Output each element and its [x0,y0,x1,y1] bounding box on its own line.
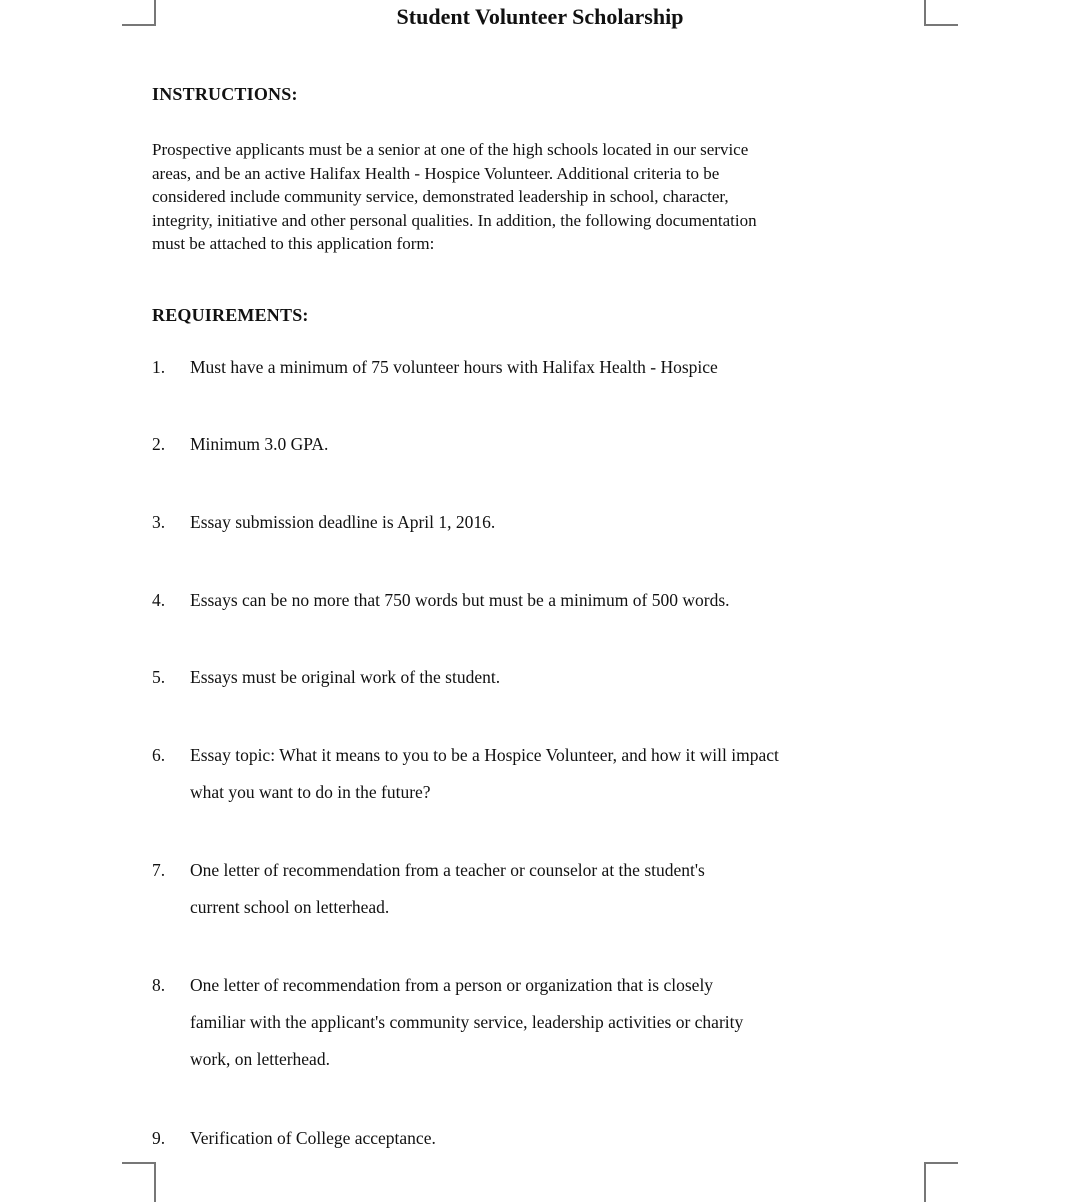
requirement-number: 8. [152,975,166,995]
requirement-number: 5. [152,667,166,687]
crop-mark-bottom-left [122,1162,156,1202]
requirement-text: Essay submission deadline is April 1, 2016. [190,512,496,532]
requirement-number: 7. [152,860,166,880]
requirement-text: work, on letterhead. [190,1049,330,1069]
requirement-number: 2. [152,434,166,454]
requirement-text: current school on letterhead. [190,897,390,917]
requirement-text: what you want to do in the future? [190,782,431,802]
instructions-line: considered include community service, demonstrated leadership in school, character, [152,187,729,206]
document-title: Student Volunteer Scholarship [396,4,684,29]
requirement-number: 6. [152,745,166,765]
requirement-text: Minimum 3.0 GPA. [190,434,329,454]
requirement-text: Must have a minimum of 75 volunteer hours with Halifax Health - Hospice [190,357,718,377]
requirement-number: 9. [152,1128,166,1148]
crop-mark-bottom-right [924,1162,958,1202]
requirement-text: One letter of recommendation from a person or organization that is closely [190,975,714,995]
requirement-text: Essays can be no more that 750 words but must be a minimum of 500 words. [190,590,730,610]
requirement-text: One letter of recommendation from a teacher or counselor at the student's [190,860,705,880]
instructions-heading: INSTRUCTIONS: [152,84,298,104]
instructions-line: Prospective applicants must be a senior at one of the high schools located in our service [152,140,749,159]
instructions-line: areas, and be an active Halifax Health - Hospice Volunteer. Additional criteria to be [152,163,720,183]
requirement-text: familiar with the applicant's community service, leadership activities or charity [190,1012,744,1032]
requirement-text: Essay topic: What it means to you to be a Hospice Volunteer, and how it will impact [190,745,779,765]
requirements-heading: REQUIREMENTS: [152,305,309,325]
requirement-number: 3. [152,512,166,532]
instructions-line: must be attached to this application form: [152,234,435,253]
instructions-paragraph [152,138,920,256]
requirement-number: 1. [152,357,166,377]
requirement-number: 4. [152,590,166,610]
requirement-text: Essays must be original work of the student. [190,667,501,687]
instructions-line: integrity, initiative and other personal qualities. In addition, the following documentation [152,210,757,230]
requirement-text: Verification of College acceptance. [190,1128,436,1148]
